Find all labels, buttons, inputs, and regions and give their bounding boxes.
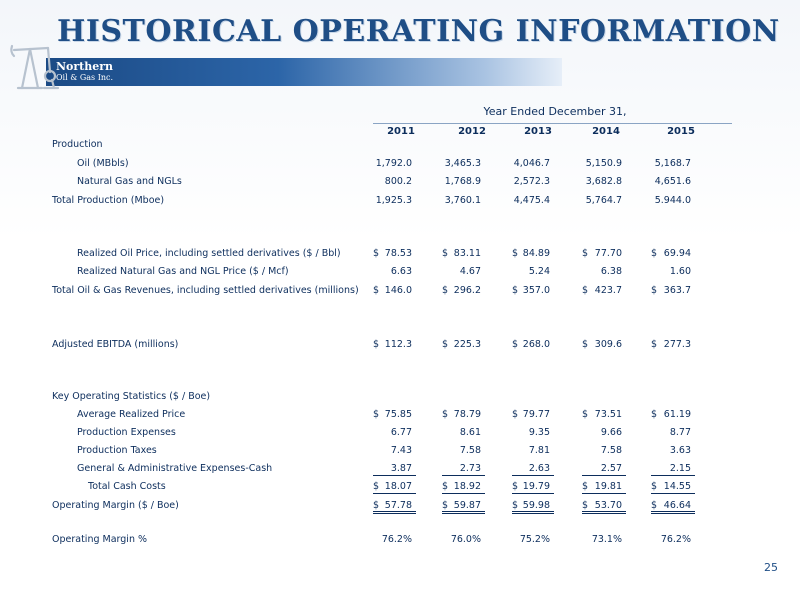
cell-value: 1,768.9 [444, 176, 481, 187]
year-header-2013: 2013 [524, 126, 552, 137]
dollar-sign: $ [582, 500, 589, 511]
total-rule [651, 493, 695, 494]
year-header-2014: 2014 [592, 126, 620, 137]
dollar-sign: $ [651, 248, 658, 259]
dollar-sign: $ [442, 285, 449, 296]
header-rule [373, 123, 732, 124]
dollar-sign: $ [582, 481, 589, 492]
dollar-sign: $ [651, 500, 658, 511]
cell-value: 6.77 [390, 427, 412, 438]
cell-value: 4,475.4 [513, 195, 550, 206]
dollar-sign: $ [442, 481, 449, 492]
table-header-caption: Year Ended December 31, [483, 105, 627, 118]
dollar-sign: $ [442, 339, 449, 350]
dollar-sign: $ [442, 500, 449, 511]
cell-value: 75.85 [384, 409, 412, 420]
dollar-sign: $ [512, 339, 519, 350]
cell-value: 76.0% [450, 534, 481, 545]
cell-value: 5,168.7 [654, 158, 691, 169]
row-label: Production Taxes [77, 445, 157, 456]
cell-value: 84.89 [522, 248, 550, 259]
cell-value: 1.60 [669, 266, 691, 277]
cell-value: 800.2 [384, 176, 412, 187]
slide-title: HISTORICAL OPERATING INFORMATION [57, 14, 780, 49]
cell-value: 268.0 [522, 339, 550, 350]
cell-value: 423.7 [594, 285, 622, 296]
row-label: Realized Natural Gas and NGL Price ($ / Mcf) [77, 266, 289, 277]
row-label: Operating Margin % [52, 534, 148, 545]
cell-value: 18.07 [384, 481, 412, 492]
year-header-2015: 2015 [667, 126, 695, 137]
cell-value: 73.51 [594, 409, 622, 420]
cell-value: 6.63 [390, 266, 412, 277]
cell-value: 59.98 [522, 500, 550, 511]
double-total-rule [582, 511, 626, 514]
table-row [0, 389, 800, 405]
dollar-sign: $ [373, 285, 380, 296]
total-rule [582, 493, 626, 494]
row-label: Realized Oil Price, including settled derivatives ($ / Bbl) [77, 248, 341, 259]
table-row [0, 193, 800, 209]
cell-value: 75.2% [519, 534, 550, 545]
cell-value: 6.38 [600, 266, 622, 277]
dollar-sign: $ [373, 339, 380, 350]
table-row [0, 174, 800, 190]
cell-value: 53.70 [594, 500, 622, 511]
cell-value: 277.3 [663, 339, 691, 350]
cell-value: 76.2% [660, 534, 691, 545]
cell-value: 69.94 [663, 248, 691, 259]
dollar-sign: $ [582, 409, 589, 420]
dollar-sign: $ [442, 409, 449, 420]
dollar-sign: $ [442, 248, 449, 259]
cell-value: 57.78 [384, 500, 412, 511]
cell-value: 146.0 [384, 285, 412, 296]
cell-value: 2.15 [669, 463, 691, 474]
subtotal-rule [442, 475, 485, 476]
subtotal-rule [582, 475, 626, 476]
cell-value: 357.0 [522, 285, 550, 296]
dollar-sign: $ [373, 409, 380, 420]
total-rule [442, 493, 485, 494]
dollar-sign: $ [651, 339, 658, 350]
cell-value: 19.81 [594, 481, 622, 492]
cell-value: 59.87 [453, 500, 481, 511]
subtotal-rule [512, 475, 554, 476]
dollar-sign: $ [373, 481, 380, 492]
row-label: Total Cash Costs [88, 481, 166, 492]
dollar-sign: $ [512, 409, 519, 420]
table-row [0, 283, 800, 299]
cell-value: 3,682.8 [585, 176, 622, 187]
cell-value: 112.3 [384, 339, 412, 350]
dollar-sign: $ [373, 500, 380, 511]
row-label: Key Operating Statistics ($ / Boe) [52, 391, 211, 402]
cell-value: 7.58 [459, 445, 481, 456]
total-rule [373, 493, 416, 494]
subtotal-rule [373, 475, 416, 476]
cell-value: 4,651.6 [654, 176, 691, 187]
logo-line-2: Oil & Gas Inc. [56, 73, 114, 82]
row-label: Production Expenses [77, 427, 176, 438]
cell-value: 78.79 [453, 409, 481, 420]
cell-value: 1,925.3 [375, 195, 412, 206]
row-label: Average Realized Price [77, 409, 186, 420]
row-label: Natural Gas and NGLs [77, 176, 182, 187]
subtotal-rule [651, 475, 695, 476]
cell-value: 8.77 [669, 427, 691, 438]
dollar-sign: $ [373, 248, 380, 259]
dollar-sign: $ [512, 248, 519, 259]
cell-value: 9.35 [528, 427, 550, 438]
logo-banner [46, 58, 562, 86]
year-header-2011: 2011 [387, 126, 415, 137]
double-total-rule [373, 511, 416, 514]
cell-value: 3.63 [669, 445, 691, 456]
cell-value: 2.63 [528, 463, 550, 474]
cell-value: 2,572.3 [513, 176, 550, 187]
table-row [0, 246, 800, 262]
cell-value: 8.61 [459, 427, 481, 438]
cell-value: 3,760.1 [444, 195, 481, 206]
cell-value: 5,150.9 [585, 158, 622, 169]
cell-value: 7.43 [390, 445, 412, 456]
cell-value: 46.64 [663, 500, 691, 511]
dollar-sign: $ [512, 481, 519, 492]
row-label: Total Production (Mboe) [52, 195, 165, 206]
dollar-sign: $ [582, 248, 589, 259]
dollar-sign: $ [651, 481, 658, 492]
cell-value: 18.92 [453, 481, 481, 492]
double-total-rule [442, 511, 485, 514]
table-row [0, 425, 800, 441]
year-header-2012: 2012 [458, 126, 486, 137]
cell-value: 5.944.0 [654, 195, 691, 206]
cell-value: 73.1% [591, 534, 622, 545]
table-row [0, 337, 800, 353]
table-row [0, 156, 800, 172]
dollar-sign: $ [582, 339, 589, 350]
cell-value: 2.73 [459, 463, 481, 474]
cell-value: 5.24 [528, 266, 550, 277]
dollar-sign: $ [651, 409, 658, 420]
cell-value: 296.2 [453, 285, 481, 296]
row-label: Adjusted EBITDA (millions) [52, 339, 179, 350]
cell-value: 79.77 [522, 409, 550, 420]
table-row [0, 137, 800, 153]
cell-value: 76.2% [381, 534, 412, 545]
cell-value: 7.81 [528, 445, 550, 456]
cell-value: 3,465.3 [444, 158, 481, 169]
row-label: Oil (MBbls) [77, 158, 129, 169]
dollar-sign: $ [582, 285, 589, 296]
cell-value: 14.55 [663, 481, 691, 492]
row-label: Total Oil & Gas Revenues, including settled derivatives (millions) [52, 285, 359, 296]
double-total-rule [512, 511, 554, 514]
cell-value: 4,046.7 [513, 158, 550, 169]
page-number: 25 [764, 561, 778, 574]
table-row [0, 443, 800, 459]
cell-value: 1,792.0 [375, 158, 412, 169]
cell-value: 9.66 [600, 427, 622, 438]
total-rule [512, 493, 554, 494]
pumpjack-icon [8, 42, 64, 94]
cell-value: 3.87 [390, 463, 412, 474]
cell-value: 83.11 [453, 248, 481, 259]
dollar-sign: $ [651, 285, 658, 296]
row-label: Production [52, 139, 103, 150]
cell-value: 19.79 [522, 481, 550, 492]
cell-value: 77.70 [594, 248, 622, 259]
row-label: General & Administrative Expenses-Cash [77, 463, 273, 474]
dollar-sign: $ [512, 500, 519, 511]
cell-value: 4.67 [459, 266, 481, 277]
row-label: Operating Margin ($ / Boe) [52, 500, 179, 511]
cell-value: 2.57 [600, 463, 622, 474]
company-logo [56, 61, 113, 83]
cell-value: 78.53 [384, 248, 412, 259]
logo-line-1: Northern [56, 60, 114, 73]
cell-value: 5,764.7 [585, 195, 622, 206]
cell-value: 363.7 [663, 285, 691, 296]
table-row [0, 407, 800, 423]
cell-value: 7.58 [600, 445, 622, 456]
table-row [0, 264, 800, 280]
cell-value: 61.19 [663, 409, 691, 420]
cell-value: 225.3 [453, 339, 481, 350]
table-row [0, 532, 800, 548]
dollar-sign: $ [512, 285, 519, 296]
cell-value: 309.6 [594, 339, 622, 350]
double-total-rule [651, 511, 695, 514]
